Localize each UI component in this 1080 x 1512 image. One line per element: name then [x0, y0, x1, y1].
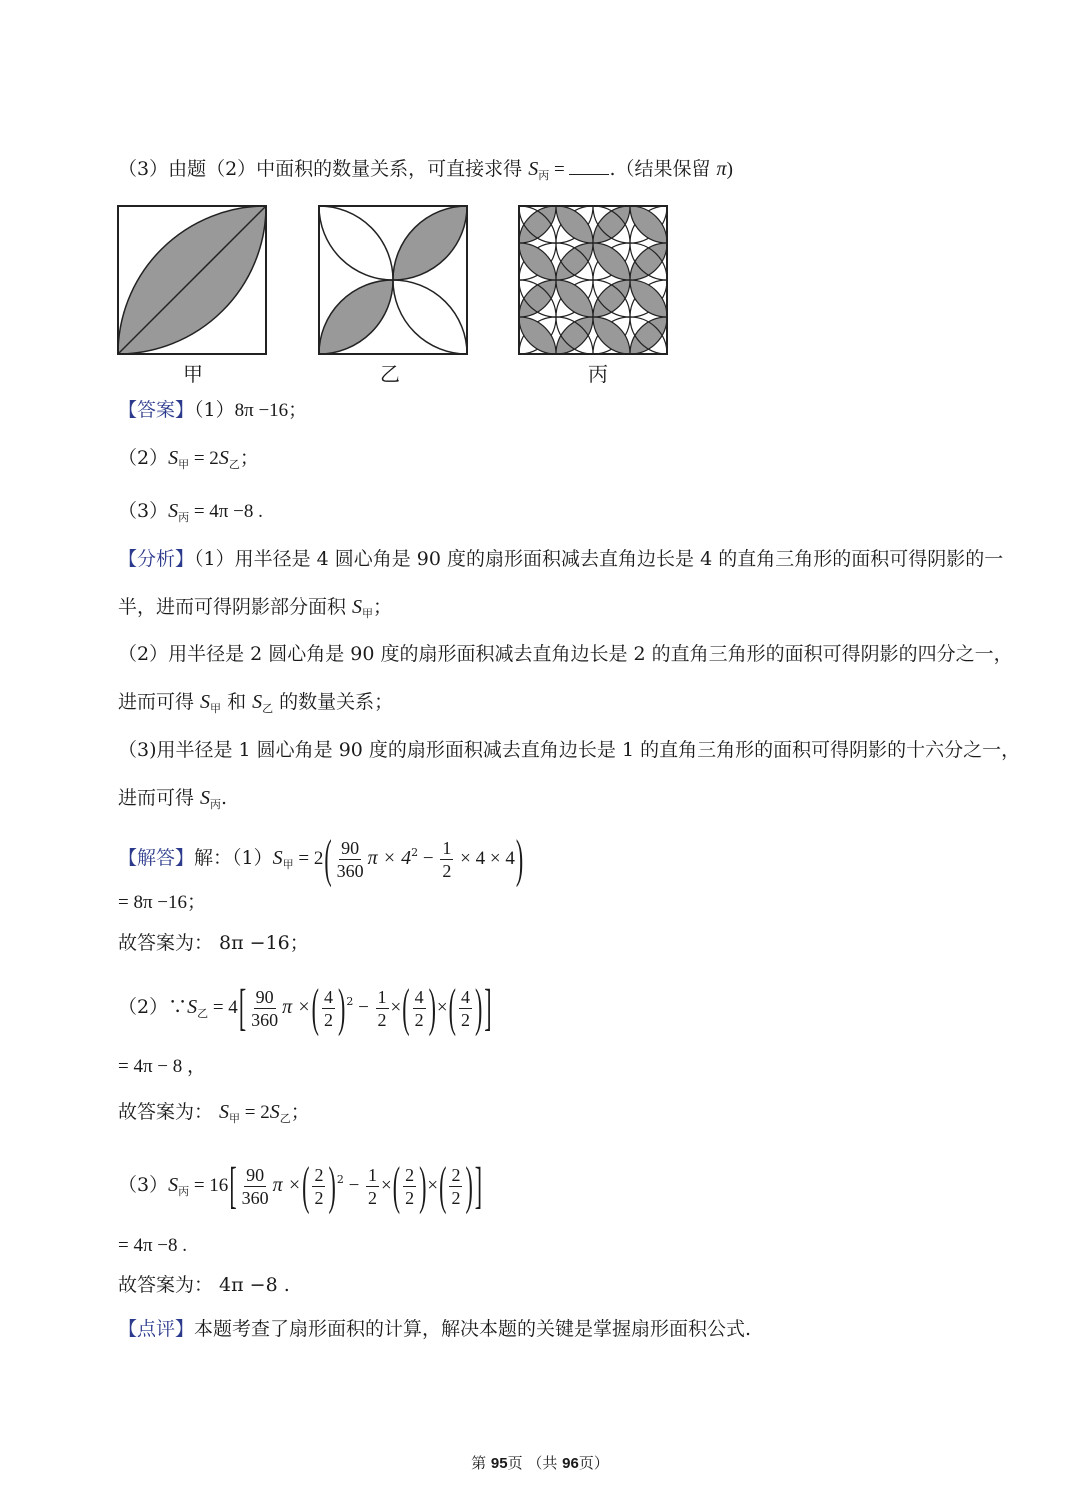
answer-tag: 【答案】 [118, 399, 195, 421]
comment-line: 【点评】本题考查了扇形面积的计算，解决本题的关键是掌握扇形面积公式. [118, 1318, 752, 1340]
petal [556, 206, 593, 243]
solution-line-3: 故答案为： 8π −16； [118, 932, 309, 954]
question-3: （3）由题（2）中面积的数量关系，可直接求得 $S_丙$ = .（结果保留 π) [118, 158, 733, 182]
solution-line-1: 【解答】解：$(1)S_甲 = 2$( $\frac{90}{360}$ $\pi \times 4^2$ − $\frac{1}{2}$ × 4 × 4) [118, 827, 524, 888]
figure-yi [318, 205, 468, 355]
solution-line-7: $(3)S_丙 = 16$[ $\frac{90}{360}$ π ×( $\frac{2}{2}$ )$^2$ − $\frac{1}{2}$ ×( $\frac{2}{2}$ )×( $\frac{2}{2}$ )] [118, 1154, 483, 1215]
solution-line-5: = 4π − 8 ， [118, 1056, 207, 1077]
solution-line-8: = 4π −8 . [118, 1235, 188, 1256]
analysis-line-1: 【分析】（1）用半径是 4 圆心角是 90 度的扇形面积减去直角边长是 4 的直角三角形的面积可得阴影的一 [118, 548, 1004, 570]
page-total: 96 [562, 1455, 579, 1472]
answer-blank [569, 158, 609, 175]
figure-label-jia: 甲 [183, 362, 203, 386]
solution-line-9: 故答案为： 4π −8 . [118, 1274, 290, 1296]
analysis-line-3: （2）用半径是 2 圆心角是 90 度的扇形面积减去直角边长是 2 的直角三角形的面积可得阴影的四分之一， [118, 643, 1013, 665]
petal [519, 317, 556, 354]
analysis-line-4: 进而可得 $S_甲$ 和 $S_乙$ 的数量关系； [118, 691, 394, 715]
analysis-line-6: 进而可得 $S_丙$. [118, 787, 228, 811]
answer-line-2: $(2)S_甲 = 2S_乙$； [118, 447, 259, 471]
solution-line-2: = 8π −16； [118, 892, 207, 913]
answer-line-1: 【答案】（1）8π −16； [118, 399, 308, 421]
fraction-1-2: $\frac{1}{2}$ [442, 837, 452, 881]
petal [593, 317, 630, 354]
petal [630, 206, 667, 243]
figure-label-yi: 乙 [380, 362, 400, 386]
page-footer: 第 95页 （共 96页） [471, 1454, 609, 1472]
petal [556, 280, 593, 317]
petal [593, 243, 630, 280]
comment-tag: 【点评】 [118, 1318, 195, 1340]
fraction-90-360: $\frac{90}{360}$ [336, 837, 364, 881]
figure-bing [518, 205, 668, 355]
page-number: 95 [490, 1455, 508, 1472]
petal [519, 243, 556, 280]
figure-jia [117, 205, 267, 355]
analysis-line-5: （3)用半径是 1 圆心角是 90 度的扇形面积减去直角边长是 1 的直角三角形的面积可得阴影的十六分之一， [118, 739, 1021, 761]
solution-tag: 【解答】 [118, 847, 195, 869]
analysis-line-2: 半，进而可得阴影部分面积 $S_甲$； [118, 596, 393, 620]
answer-line-3: $(3)S_丙 = 4\pi -8$ . [118, 500, 263, 524]
petal [630, 280, 667, 317]
analysis-tag: 【分析】 [118, 548, 195, 570]
solution-line-4: $(2)\because S_乙 = 4$[ $\frac{90}{360}$ π ×( $\frac{4}{2}$ )$^2$ − $\frac{1}{2}$ ×( $\frac{4}{2}$ )×( $\frac{4}{2}$ )] [118, 976, 492, 1037]
solution-line-6: 故答案为： $S_甲 = 2S_乙$； [118, 1101, 310, 1125]
figure-label-bing: 丙 [588, 362, 608, 386]
